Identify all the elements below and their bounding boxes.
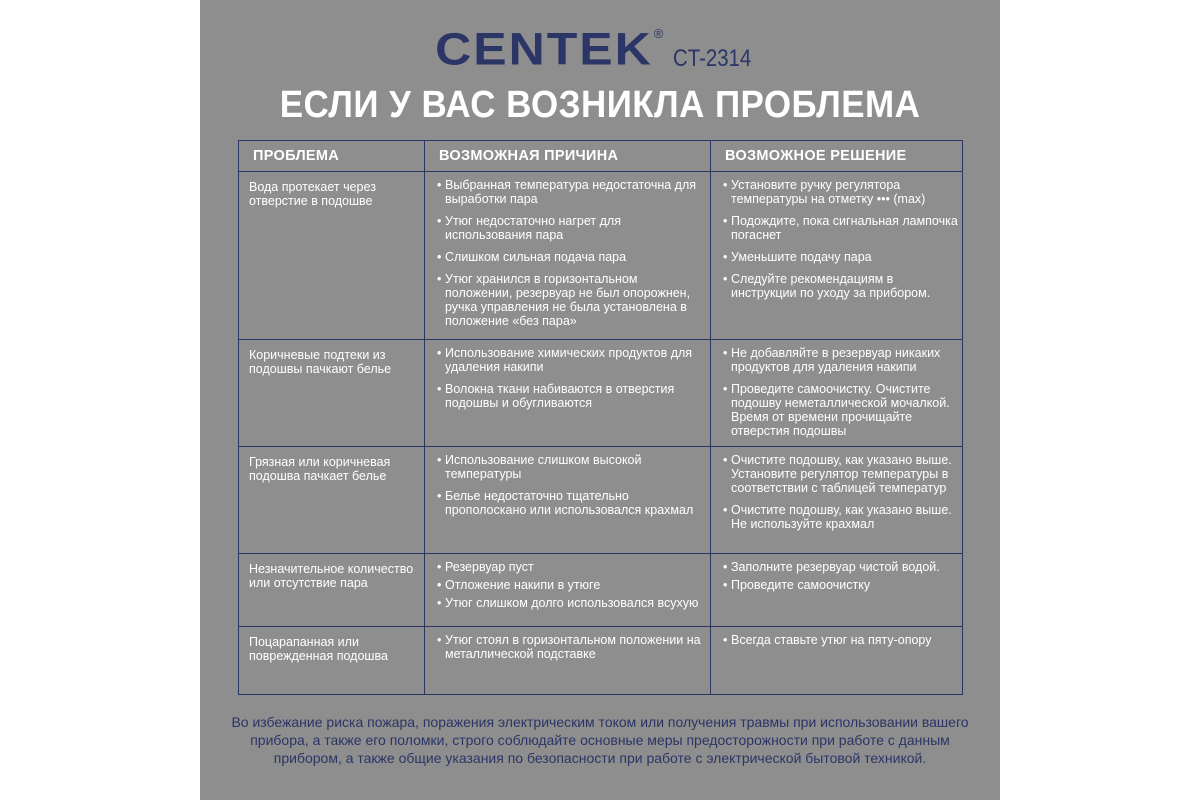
solution-item: • Установите ручку регулятора температуры на отметку ••• (max) [723, 178, 958, 206]
solution-cell [711, 627, 963, 695]
safety-footnote: Во избежание риска пожара, поражения электрическим током или получения травмы при использовании вашего прибора, а также его поломки, строго соблюдайте основные меры предосторожности при работе с данным прибором, а также общие указания по безопасности при работе с электрической бытовой техникой. [231, 714, 969, 766]
cause-item: • Волокна ткани набиваются в отверстия подошвы и обугливаются [437, 382, 706, 410]
table-row [239, 554, 963, 627]
troubleshooting-table [238, 140, 963, 695]
cause-item: • Использование химических продуктов для удаления накипи [437, 346, 706, 374]
solution-item: • Заполните резервуар чистой водой. [723, 560, 958, 574]
cause-item: • Выбранная температура недостаточна для выработки пара [437, 178, 706, 206]
registered-mark: ® [653, 26, 664, 41]
problem-cell: Грязная или коричневая подошва пачкает белье [239, 447, 425, 554]
table-header-row [239, 141, 963, 172]
solution-item: • Подождите, пока сигнальная лампочка погаснет [723, 214, 958, 242]
cause-item: • Утюг слишком долго использовался всухую [437, 596, 706, 610]
cause-cell [425, 627, 711, 695]
cause-item: • Утюг стоял в горизонтальном положении на металлической подставке [437, 633, 706, 661]
column-header-problem: ПРОБЛЕМА [239, 141, 425, 172]
problem-cell: Вода протекает через отверстие в подошве [239, 172, 425, 340]
solution-cell [711, 554, 963, 627]
solution-item: • Проведите самоочистку. Очистите подошву неметаллической мочалкой. Время от времени прочищайте отверстия подошвы [723, 382, 958, 438]
cause-item: • Резервуар пуст [437, 560, 706, 574]
solution-item: • Не добавляйте в резервуар никаких продуктов для удаления накипи [723, 346, 958, 374]
solution-cell [711, 447, 963, 554]
cause-cell [425, 340, 711, 447]
cause-item: • Отложение накипи в утюге [437, 578, 706, 592]
cause-item: • Утюг недостаточно нагрет для использования пара [437, 214, 706, 242]
column-header-solution: ВОЗМОЖНОЕ РЕШЕНИЕ [711, 141, 963, 172]
solution-item: • Всегда ставьте утюг на пяту-опору [723, 633, 958, 647]
solution-item: • Уменьшите подачу пара [723, 250, 958, 264]
table-row [239, 340, 963, 447]
solution-cell [711, 172, 963, 340]
table-row [239, 172, 963, 340]
table-row [239, 627, 963, 695]
problem-cell: Незначительное количество или отсутствие пара [239, 554, 425, 627]
brand-header [200, 20, 1000, 78]
problem-cell: Поцарапанная или поврежденная подошва [239, 627, 425, 695]
solution-item: • Следуйте рекомендациям в инструкции по уходу за прибором. [723, 272, 958, 300]
table-row [239, 447, 963, 554]
solution-item: • Очистите подошву, как указано выше. Не используйте крахмал [723, 503, 958, 531]
model-number: CT-2314 [672, 45, 752, 72]
cause-cell [425, 554, 711, 627]
cause-cell [425, 447, 711, 554]
manual-page [200, 0, 1000, 800]
solution-cell [711, 340, 963, 447]
column-header-cause: ВОЗМОЖНАЯ ПРИЧИНА [425, 141, 711, 172]
page-title: ЕСЛИ У ВАС ВОЗНИКЛА ПРОБЛЕМА [279, 84, 921, 126]
problem-cell: Коричневые подтеки из подошвы пачкают белье [239, 340, 425, 447]
solution-item: • Очистите подошву, как указано выше. Установите регулятор температуры в соответствии с таблицей температур [723, 453, 958, 495]
cause-item: • Использование слишком высокой температуры [437, 453, 706, 481]
cause-cell [425, 172, 711, 340]
cause-item: • Белье недостаточно тщательно прополоскано или использовался крахмал [437, 489, 706, 517]
cause-item: • Слишком сильная подача пара [437, 250, 706, 264]
cause-item: • Утюг хранился в горизонтальном положении, резервуар не был опорожнен, ручка управления не была установлена в положение «без пара» [437, 272, 706, 328]
centek-logo: CENTEK [435, 23, 653, 75]
solution-item: • Проведите самоочистку [723, 578, 958, 592]
